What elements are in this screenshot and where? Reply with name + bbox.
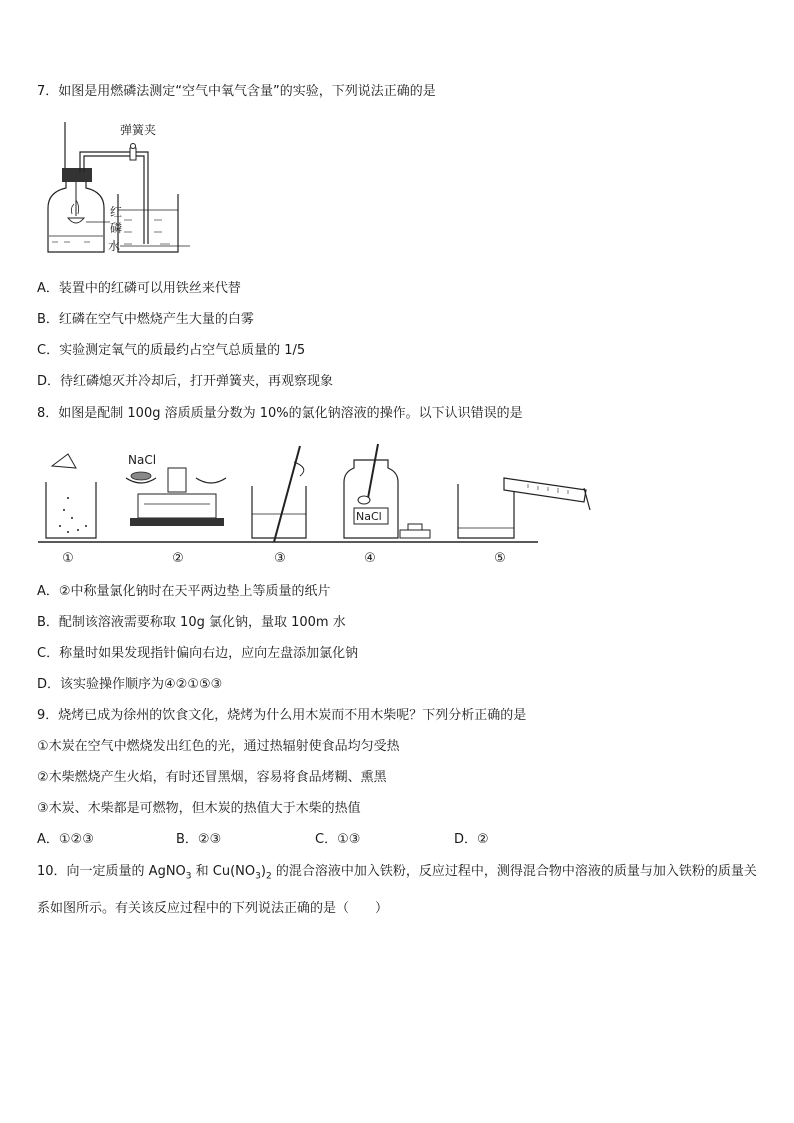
q7-apparatus-figure <box>40 118 200 260</box>
phosphorus-label-2: 磷 <box>110 221 123 235</box>
q10-sub-3: 2 <box>265 871 272 882</box>
q8-stem: 8．如图是配制 100g 溶质质量分数为 10%的氯化钠溶液的操作。以下认识错误的是 <box>37 406 523 421</box>
q9-statement-3: ③木炭、木柴都是可燃物，但木炭的热值大于木柴的热值 <box>37 801 361 816</box>
step-label-5: ⑤ <box>494 551 506 566</box>
q9-statement-1: ①木炭在空气中燃烧发出红色的光，通过热辐射使食品均匀受热 <box>37 739 400 754</box>
q9-stem: 9．烧烤已成为徐州的饮食文化，烧烤为什么用木炭而不用木柴呢？下列分析正确的是 <box>37 708 527 723</box>
q10-text-1: 10．向一定质量的 AgNO <box>37 864 186 879</box>
nacl-top-label: NaCl <box>128 453 157 467</box>
step-label-1: ① <box>62 551 74 566</box>
q8-option-d: D．该实验操作顺序为④②①⑤③ <box>37 677 223 692</box>
q10-text-4: 的混合溶液中加入铁粉，反应过程中，测得混合物中溶液的质量与加入铁粉的质量关系如图所示。有关该反应过程中的下列说法正确的是（ ） <box>37 864 757 916</box>
step-label-2: ② <box>172 551 184 566</box>
q7-option-c: C．实验测定氧气的质最约占空气总质量的 1/5 <box>37 343 306 358</box>
q8-operation-figure <box>38 438 598 570</box>
q10-text-3: ) <box>260 864 266 879</box>
q7-stem: 7．如图是用燃磷法测定“空气中氧气含量”的实验，下列说法正确的是 <box>37 84 436 99</box>
nacl-bottle-label: NaCl <box>356 510 382 523</box>
q9-options <box>37 831 489 849</box>
q9-option-d: D．② <box>454 832 489 847</box>
q10-text-2: 和 Cu(NO <box>191 864 256 879</box>
phosphorus-label-1: 红 <box>110 205 123 219</box>
q7-option-d: D．待红磷熄灭并冷却后，打开弹簧夹，再观察现象 <box>37 374 334 389</box>
q9-option-c: C．①③ <box>315 832 361 847</box>
water-label: 水 <box>108 239 121 253</box>
q9-option-b: B．②③ <box>176 832 222 847</box>
step-label-3: ③ <box>274 551 286 566</box>
q9-statement-2: ②木柴燃烧产生火焰，有时还冒黑烟，容易将食品烤糊、熏黑 <box>37 770 387 785</box>
q10-stem <box>37 856 762 924</box>
q10-sub-1: 3 <box>185 871 192 882</box>
q7-option-a: A．装置中的红磷可以用铁丝来代替 <box>37 281 241 296</box>
q7-option-b: B．红磷在空气中燃烧产生大量的白雾 <box>37 312 254 327</box>
step-label-4: ④ <box>364 551 376 566</box>
clamp-label: 弹簧夹 <box>120 123 157 137</box>
q8-option-c: C．称量时如果发现指针偏向右边，应向左盘添加氯化钠 <box>37 646 359 661</box>
q8-option-b: B．配制该溶液需要称取 10g 氯化钠，量取 100m 水 <box>37 615 346 630</box>
q8-option-a: A．②中称量氯化钠时在天平两边垫上等质量的纸片 <box>37 584 331 599</box>
q10-sub-2: 3 <box>255 871 261 882</box>
q9-option-a: A．①②③ <box>37 832 94 847</box>
